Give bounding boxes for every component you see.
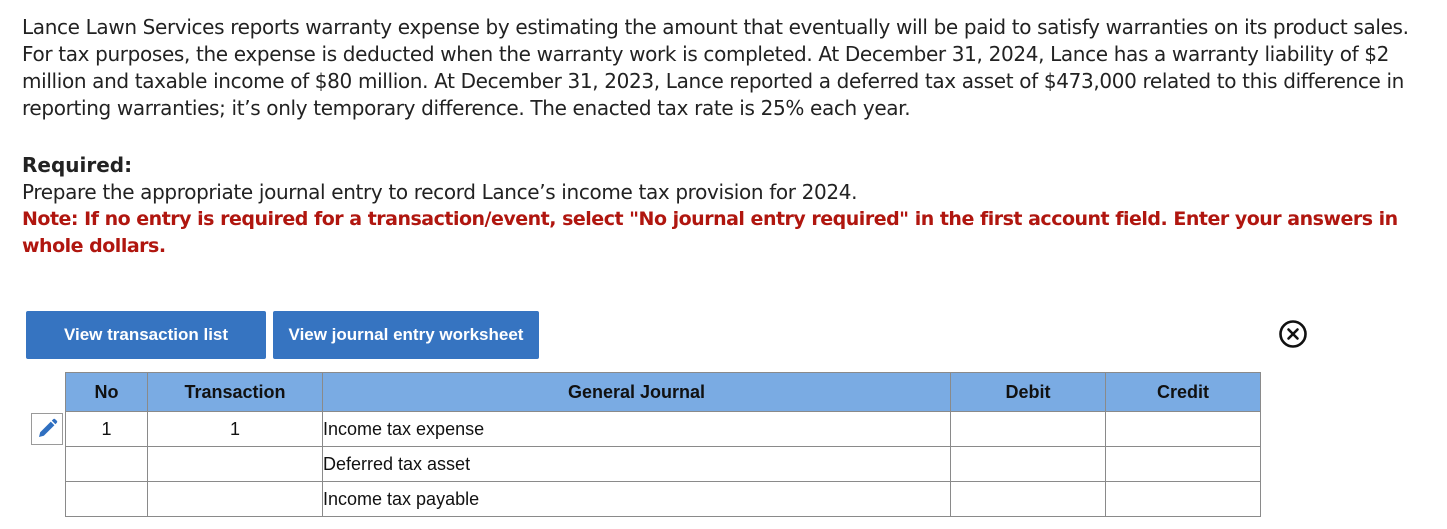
view-transaction-list-button[interactable]: View transaction list <box>26 311 266 359</box>
row-credit[interactable] <box>1106 482 1261 517</box>
row-debit[interactable] <box>951 412 1106 447</box>
row-transaction: 1 <box>148 412 323 447</box>
table-row <box>66 482 1261 517</box>
row-no: 1 <box>66 412 148 447</box>
row-transaction <box>148 482 323 517</box>
row-transaction <box>148 447 323 482</box>
row-account[interactable]: Income tax payable <box>323 482 951 517</box>
problem-statement: Lance Lawn Services reports warranty expense by estimating the amount that eventually will be paid to satisfy warranties on its product sales. For tax purposes, the expense is deducted when the warranty work is completed. At December 31, 2024, Lance has a warranty liability of $2 million and taxable income of $80 million. At December 31, 2023, Lance reported a deferred tax asset of $473,000 related to this difference in reporting warranties; it’s only temporary difference. The enacted tax rate is 25% each year. <box>22 15 1409 120</box>
row-account[interactable]: Income tax expense <box>323 412 951 447</box>
pencil-icon[interactable] <box>31 413 63 445</box>
row-debit[interactable] <box>951 482 1106 517</box>
header-no: No <box>66 373 148 412</box>
table-row <box>66 412 1261 447</box>
row-credit[interactable] <box>1106 412 1261 447</box>
row-no <box>66 447 148 482</box>
journal-entry-table <box>65 372 1261 517</box>
header-general-journal: General Journal <box>323 373 951 412</box>
header-credit: Credit <box>1106 373 1261 412</box>
required-instructions: Prepare the appropriate journal entry to record Lance’s income tax provision for 2024. <box>22 180 858 204</box>
table-row <box>66 447 1261 482</box>
row-account[interactable]: Deferred tax asset <box>323 447 951 482</box>
view-journal-entry-worksheet-button[interactable]: View journal entry worksheet <box>273 311 539 359</box>
row-credit[interactable] <box>1106 447 1261 482</box>
row-no <box>66 482 148 517</box>
note-instructions: Note: If no entry is required for a transaction/event, select "No journal entry required" in the first account field. Enter your answers in whole dollars. <box>22 208 1398 257</box>
header-debit: Debit <box>951 373 1106 412</box>
table-header-row <box>66 373 1261 412</box>
row-debit[interactable] <box>951 447 1106 482</box>
close-icon[interactable] <box>1278 319 1308 349</box>
required-heading: Required: <box>22 153 133 177</box>
header-transaction: Transaction <box>148 373 323 412</box>
